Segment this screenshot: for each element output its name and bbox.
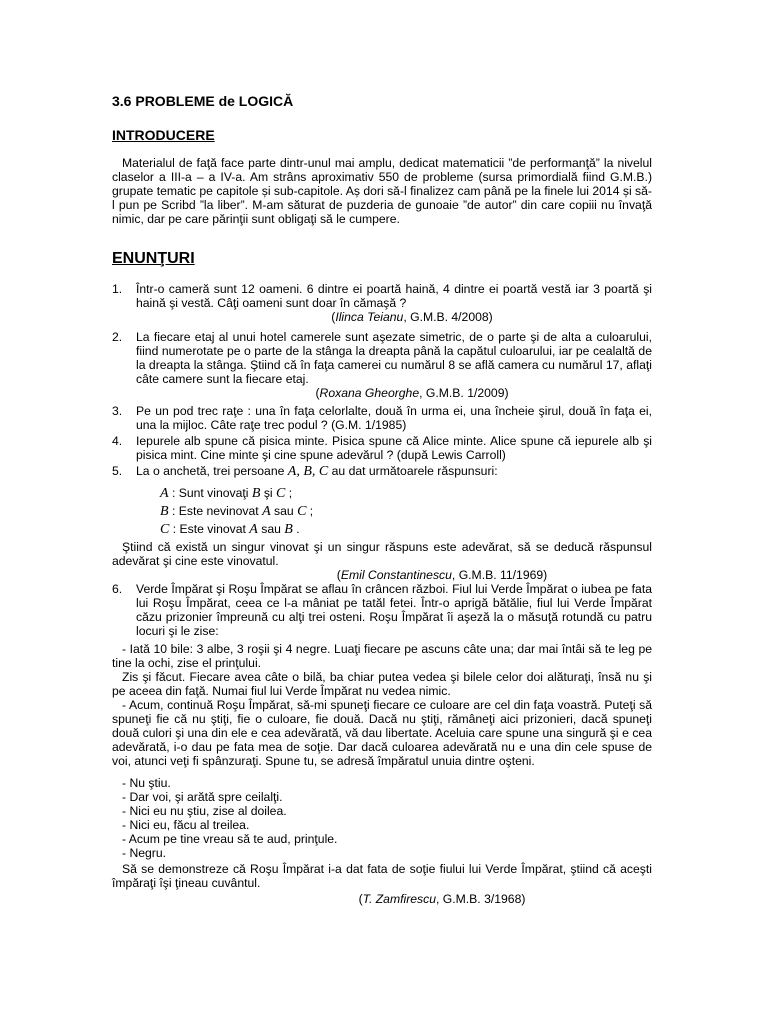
problem-6-paragraph-2: Zis şi făcut. Fiecare avea câte o bilă, ba chiar putea vedea şi bilele celor doi alăturaţi, însă nu şi pe aceea din faţă. Numai fiul lui Verde Împărat nu vedea nimic. xyxy=(112,670,652,699)
problem-text-part: au dat următoarele răspunsuri: xyxy=(328,464,498,478)
problem-number: 3. xyxy=(112,404,123,418)
problem-reference: (Roxana Gheorghe, G.M.B. 1/2009) xyxy=(315,386,509,401)
problem-6 xyxy=(112,582,652,638)
statement-c xyxy=(160,522,300,537)
problem-5-conclusion: Ştiind că există un singur vinovat şi un singur răspuns este adevărat, să se deducă răspunsul adevărat şi cine este vinovatul. xyxy=(112,540,652,569)
problem-6-conclusion: Să se demonstreze că Roşu Împărat i-a dat fata de soţie fiului lui Verde Împărat, ştiind că aceşti împăraţi îşi ţineau cuvântul. xyxy=(112,862,652,891)
statement-text: ; xyxy=(285,486,293,500)
problem-number: 2. xyxy=(112,330,123,344)
problem-5 xyxy=(112,464,652,479)
statement-text: ; xyxy=(306,504,314,518)
math-variable: C xyxy=(276,486,286,501)
problem-text: Iepurele alb spune că pisica minte. Pisica spune că Alice minte. Alice spune că iepurele alb şi pisica mint. Cine minte şi cine spune adevărul ? (după Lewis Carroll) xyxy=(136,434,652,463)
dialogue-line: - Nici eu, făcu al treilea. xyxy=(122,818,250,833)
problem-number: 1. xyxy=(112,282,123,296)
reference-author: Ilinca Teianu xyxy=(335,310,404,325)
problem-text: Pe un pod trec raţe : una în faţa celorlalte, două în urma ei, una încheie şirul, două în faţa ei, una la mijloc. Câte raţe trec podul ? (G.M. 1/1985) xyxy=(136,404,652,433)
problem-4 xyxy=(112,434,652,462)
math-variable: A xyxy=(160,486,169,501)
dialogue-line: - Negru. xyxy=(122,846,167,861)
reference-source: , G.M.B. 4/2008) xyxy=(403,310,493,325)
problem-text xyxy=(136,464,652,479)
statement-text: . xyxy=(292,522,300,536)
problem-number: 6. xyxy=(112,582,123,596)
math-variables: A, B, C xyxy=(287,464,329,479)
reference-source: , G.M.B. 1/2009) xyxy=(419,386,509,401)
problem-1 xyxy=(112,282,652,324)
reference-source: , G.M.B. 3/1968) xyxy=(436,892,526,906)
math-variable: A xyxy=(249,522,258,537)
problem-text: La fiecare etaj al unui hotel camerele sunt aşezate simetric, de o parte şi de alta a culoarului, fiind numerotate pe o parte de la stânga la dreapta până la capătul culoarului, iar pe cealaltă de la dreapta la stânga. Ştiind că în faţa camerei cu numărul 8 se află camera cu numărul 17, aflaţi câte camere sunt la fiecare etaj. xyxy=(136,330,652,387)
problem-text-part: La o anchetă, trei persoane xyxy=(136,464,288,478)
math-variable: C xyxy=(160,522,170,537)
statement-text: sau xyxy=(270,504,298,518)
problem-number: 4. xyxy=(112,434,123,448)
intro-heading: INTRODUCERE xyxy=(112,127,215,143)
problem-2 xyxy=(112,330,652,400)
math-variable: B xyxy=(160,504,169,519)
reference-author: Emil Constantinescu xyxy=(340,568,452,582)
enunturi-heading: ENUNŢURI xyxy=(112,250,195,267)
math-variable: B xyxy=(251,486,261,501)
statement-text: sau xyxy=(257,522,285,536)
dialogue-line: - Dar voi, şi arătă spre ceilalţi. xyxy=(122,790,283,805)
dialogue-line: - Nici eu nu ştiu, zise al doilea. xyxy=(122,804,287,819)
reference-source: , G.M.B. 11/1969) xyxy=(451,568,548,582)
statement-text: : Este vinovat xyxy=(169,522,250,536)
statement-text: : Este nevinovat xyxy=(168,504,263,518)
dialogue-line: - Acum pe tine vreau să te aud, prinţule. xyxy=(122,832,338,847)
problem-text: Verde Împărat şi Roşu Împărat se aflau în crâncen război. Fiul lui Verde Împărat o iubea pe fata lui Roşu Împărat, ceea ce l-a mâniat pe tatăl fetei. Într-o aprigă bătălie, fiul lui Verde Împărat căzu prizonier împreună cu alţi trei osteni. Roşu Împărat îi aşeză la o măsuţă rotundă cu patru locuri şi le zise: xyxy=(136,582,652,639)
reference-author: Roxana Gheorghe xyxy=(319,386,420,401)
math-variable: B xyxy=(284,522,293,537)
problem-3 xyxy=(112,404,652,432)
section-title: 3.6 PROBLEME de LOGICĂ xyxy=(112,93,294,109)
problem-5-reference: (Emil Constantinescu, G.M.B. 11/1969) xyxy=(336,568,548,582)
intro-paragraph: Materialul de faţă face parte dintr-unul mai amplu, dedicat matematicii ”de performanţă” la nivelul claselor a III-a – a IV-a. Am strâns aproximativ 550 de probleme (sursa primordială fiind G.M.B.) grupate tematic pe capitole și sub-capitole. Aș dori să-l finalizez cam până pe la finele lui 2014 și să-l pun pe Scribd ”la liber”. M-am săturat de puzderia de gunoaie ”de autor” din care copiii nu învaţă nimic, dar pe care părinţii sunt obligaţi să le cumpere. xyxy=(112,156,652,227)
reference-author: T. Zamfirescu xyxy=(362,892,436,906)
dialogue-line: - Nu ştiu. xyxy=(122,776,171,790)
problem-6-dialogue xyxy=(112,776,652,861)
problem-6-paragraph-1: - Iată 10 bile: 3 albe, 3 roşii şi 4 negre. Luaţi fiecare pe ascuns câte una; dar mai întâi să te leg pe tine la ochi, zise el prinţului. xyxy=(112,642,652,671)
statement-text: şi xyxy=(260,486,277,500)
math-variable: C xyxy=(297,504,307,519)
statement-text: : Sunt vinovaţi xyxy=(168,486,252,500)
problem-6-paragraph-3: - Acum, continuă Roşu Împărat, să-mi spuneţi fiecare ce culoare are cel din faţa voastră. Puteţi să spuneţi fie că nu ştiţi, fie o culoare, fie două. Dacă nu ştiţi, rămâneţi aici prizonieri, dacă spuneţi două culori şi una din ele e cea adevărată, vă dau libertate. Aceluia care spune una singură şi e cea adevărată, i-o dau pe fata mea de soţie. Dar dacă culoarea adevărată nu e una din cele spuse de voi, atunci veţi fi spânzuraţi. Spune tu, se adresă împăratul unuia dintre oşteni. xyxy=(112,698,652,769)
problem-6-reference: (T. Zamfirescu, G.M.B. 3/1968) xyxy=(358,892,526,906)
statement-a xyxy=(160,486,292,501)
problem-reference: (Ilinca Teianu, G.M.B. 4/2008) xyxy=(331,310,493,325)
statement-b xyxy=(160,504,313,519)
math-variable: A xyxy=(262,504,271,519)
problem-text: Într-o cameră sunt 12 oameni. 6 dintre ei poartă haină, 4 dintre ei poartă vestă iar 3 poartă şi haină şi vestă. Câţi oameni sunt doar în cămaşă ? xyxy=(136,282,652,311)
problem-number: 5. xyxy=(112,464,123,478)
